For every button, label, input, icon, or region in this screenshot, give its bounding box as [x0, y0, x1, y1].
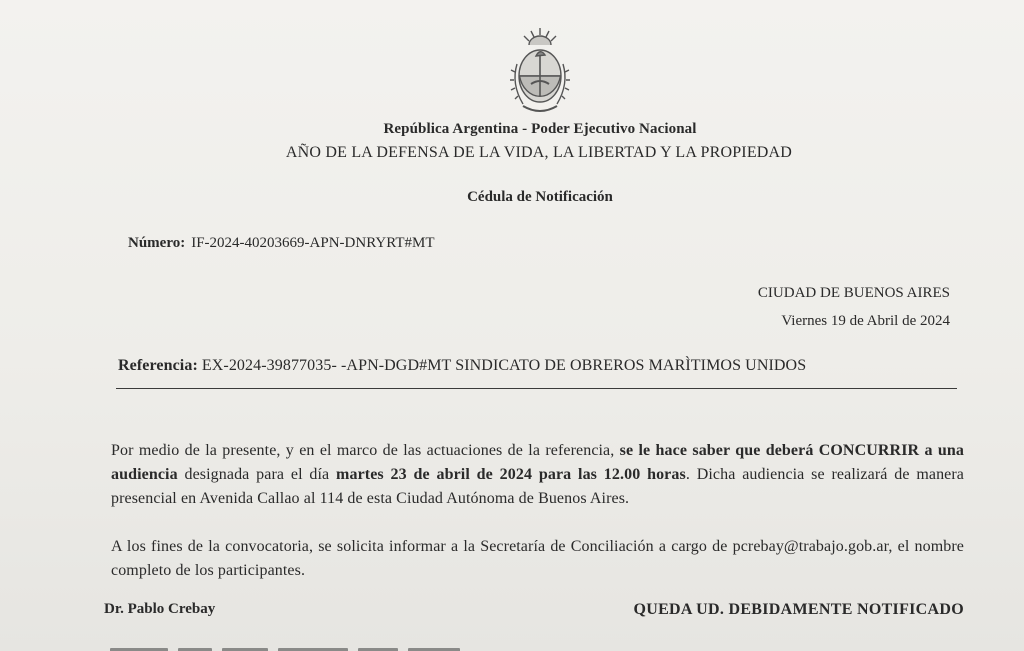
p1-text-2: designada para el día — [177, 466, 337, 483]
date-line: Viernes 19 de Abril de 2024 — [781, 313, 950, 329]
city-line: CIUDAD DE BUENOS AIRES — [757, 285, 950, 301]
signer-name: Dr. Pablo Crebay — [104, 601, 216, 617]
reference-value: EX-2024-39877035- -APN-DGD#MT SINDICATO DE OBREROS MARÌTIMOS UNIDOS — [201, 357, 807, 374]
document-number — [128, 235, 435, 252]
body-paragraph-2: A los fines de la convocatoria, se solicita informar a la Secretaría de Conciliación a cargo de pcrebay@trabajo.gob.ar, el nombre completo de los participantes. — [111, 538, 964, 579]
year-motto: AÑO DE LA DEFENSA DE LA VIDA, LA LIBERTAD Y LA PROPIEDAD — [285, 144, 793, 161]
cropped-text-line — [110, 641, 470, 651]
p1-bold-1: se le hace saber que deberá CONCURRIR a una audiencia — [111, 442, 964, 483]
notification-notice: QUEDA UD. DEBIDAMENTE NOTIFICADO — [633, 601, 964, 618]
p1-bold-2: martes 23 de abril de 2024 para las 12.00 horas — [336, 466, 686, 483]
issuer-heading: República Argentina - Poder Ejecutivo Nacional — [383, 121, 697, 137]
body-paragraph-1 — [111, 439, 964, 511]
document-number-value: IF-2024-40203669-APN-DNRYRT#MT — [191, 235, 435, 251]
reference-line — [118, 357, 806, 375]
p1-text-1: Por medio de la presente, y en el marco de las actuaciones de la referencia, — [111, 442, 620, 459]
reference-label: Referencia: — [118, 357, 198, 374]
argentine-coat-of-arms-icon — [507, 26, 573, 118]
document-title: Cédula de Notificación — [467, 189, 613, 205]
reference-divider — [116, 388, 957, 389]
document-number-label: Número: — [128, 235, 186, 251]
p1-text-3: . Dicha audiencia se realizará de manera presencial en Avenida Callao al 114 de esta Ciudad Autónoma de Buenos Aires. — [111, 466, 964, 507]
